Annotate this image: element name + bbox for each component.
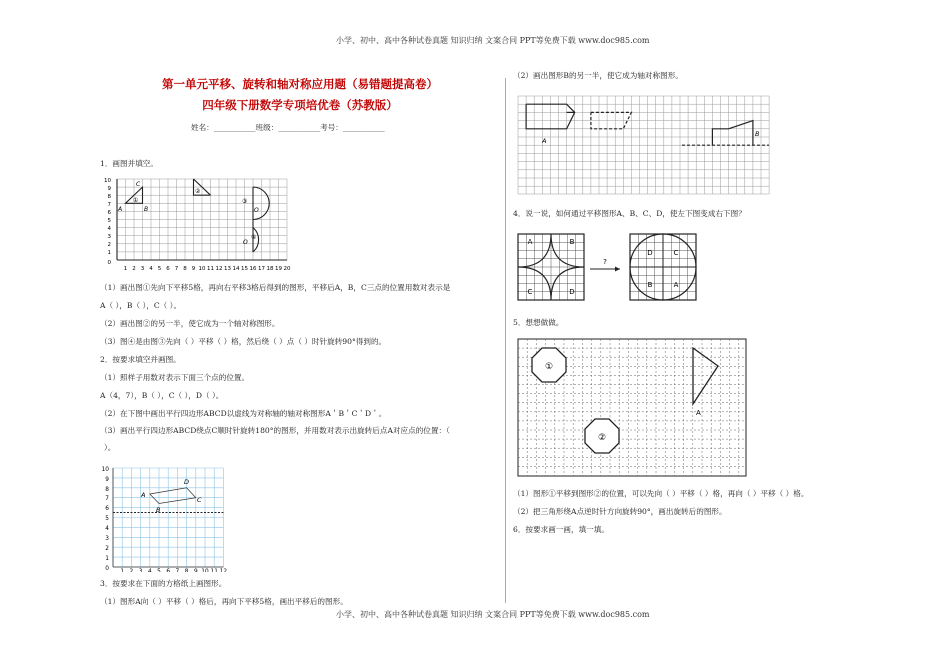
q2-y-tick: 1 — [105, 556, 109, 562]
q2-part-2: （2）在下图中画出平行四边形ABCD以虚线为对称轴的轴对称图形A＇B＇C＇D＇。 — [100, 409, 387, 418]
q2-y-tick: 10 — [101, 467, 109, 473]
q1-y-tick: 5 — [107, 218, 111, 224]
q1-x-tick: 11 — [207, 266, 214, 272]
q2-stem: 2．按要求填空并画图。 — [100, 355, 181, 364]
q2-x-tick: 7 — [175, 569, 180, 572]
q2-x-tick: 3 — [138, 569, 143, 572]
q2-part-3: （3）画出平行四边形ABCD绕点C顺时针旋转180°的图形，并用数对表示出旋转后点A对应点的位置：（ — [100, 426, 450, 435]
q4-right-label-d: D — [647, 249, 653, 257]
q2-y-tick: 6 — [105, 506, 109, 512]
q1-x-tick: 19 — [275, 266, 282, 272]
q2-part-1: （1）照样子用数对表示下面三个点的位置。 — [100, 373, 250, 382]
q4-left-label-a: A — [527, 238, 533, 246]
q2-y-tick: 9 — [105, 477, 109, 483]
q1-x-tick: 1 — [123, 266, 128, 272]
q1-shape-1-label: ① — [133, 197, 139, 204]
q1-x-tick: 14 — [232, 266, 240, 272]
q2-x-tick: 5 — [157, 569, 161, 572]
q4-arrow-label: ? — [603, 258, 607, 266]
q2-label-a: A — [141, 491, 146, 499]
q3-stem: 3．按要求在下面的方格纸上画图形。 — [100, 579, 227, 588]
q1-part-1: （1）画出图①先向下平移5格，再向右平移3格后得到的图形，平移后A，B，C三点的位置用数对表示是 — [100, 283, 451, 292]
q2-part-1-answers: A（4，7），B（ ），C（ ），D（ ）。 — [100, 391, 224, 400]
q1-x-tick: 20 — [283, 266, 291, 272]
q1-shape-4-label: ④ — [251, 234, 257, 241]
q1-x-tick: 16 — [249, 266, 257, 272]
q1-x-tick: 3 — [140, 266, 145, 272]
q3-label-a: A — [542, 137, 547, 145]
q1-x-tick: 6 — [166, 266, 170, 272]
q1-shape-3-label: ③ — [242, 198, 248, 205]
q1-y-tick: 9 — [107, 186, 111, 192]
q4-left-label-c: C — [527, 288, 533, 296]
q2-y-tick: 7 — [105, 496, 109, 502]
q1-x-tick: 5 — [157, 266, 162, 272]
q1-x-tick: 9 — [191, 266, 196, 272]
q1-point-o-upper: O — [254, 207, 259, 214]
column-divider — [505, 78, 506, 603]
q2-label-c: C — [197, 496, 202, 504]
q2-x-tick: 4 — [147, 569, 152, 572]
q1-x-tick: 4 — [149, 266, 153, 272]
q1-y-tick: 2 — [107, 242, 111, 248]
q1-x-tick: 12 — [215, 266, 223, 272]
page-header: 小学、初中、高中各种试卷真题 知识归纳 文案合同 PPT等免费下载 www.doc985.com — [336, 36, 650, 45]
q1-x-tick: 8 — [183, 266, 187, 272]
q3-part-2: （2）画出图形B的另一半，使它成为轴对称图形。 — [513, 71, 683, 80]
q1-y-tick: 8 — [107, 194, 111, 200]
q1-part-1-answers: A（ ），B（ ），C（ ）。 — [100, 301, 182, 310]
q6-stem: 6．按要求画一画，填一填。 — [513, 525, 609, 534]
q2-y-tick: 2 — [105, 546, 109, 552]
q2-label-d: D — [184, 478, 190, 486]
q5-grid-figure — [512, 335, 752, 480]
q2-x-tick: 10 — [201, 569, 209, 572]
q1-y-tick: 6 — [107, 210, 111, 216]
q1-y-tick: 10 — [104, 178, 111, 184]
q5-point-a-label: A — [696, 409, 701, 417]
q5-stem: 5．想想做做。 — [513, 318, 564, 327]
q5-octagon-1-label: ① — [544, 362, 554, 372]
q3-label-b: B — [755, 130, 760, 138]
q2-y-tick: 3 — [105, 536, 109, 542]
q1-label-b: B — [144, 206, 149, 213]
q4-left-label-d: D — [569, 288, 575, 296]
q1-x-tick: 7 — [174, 266, 179, 272]
student-info: 姓名：___________班级：___________考号：___________ — [191, 123, 385, 132]
q1-grid-figure — [100, 174, 300, 274]
q1-x-tick: 17 — [258, 266, 265, 272]
q1-stem: 1．画图并填空。 — [100, 159, 158, 168]
q3-part-1: （1）图形A向（ ）平移（ ）格后，再向下平移5格，画出平移后的图形。 — [100, 597, 348, 606]
q1-y-tick: 0 — [107, 260, 111, 266]
q1-x-tick: 2 — [132, 266, 136, 272]
q2-x-tick: 9 — [193, 569, 198, 572]
q1-y-tick: 7 — [107, 202, 111, 208]
doc-subtitle: 四年级下册数学专项培优卷（苏教版） — [202, 98, 398, 112]
q1-y-tick: 4 — [107, 226, 111, 232]
q2-x-tick: 8 — [184, 569, 189, 572]
q4-right-label-a: A — [673, 281, 679, 289]
q3-grid-figure — [512, 90, 777, 200]
q4-right-label-b: B — [647, 281, 653, 289]
q2-y-tick: 8 — [105, 487, 109, 493]
q5-part-1: （1）图形①平移到图形②的位置，可以先向（ ）平移（ ）格，再向（ ）平移（ ）格。 — [513, 489, 809, 498]
q1-label-a: A — [118, 206, 123, 213]
q4-figure — [512, 228, 712, 308]
q1-part-2: （2）画出图②的另一半，使它成为一个轴对称图形。 — [100, 319, 280, 328]
q2-x-tick: 6 — [166, 569, 171, 572]
q2-y-tick: 5 — [105, 516, 109, 522]
q1-shape-2-label: ② — [195, 188, 201, 195]
q5-part-2: （2）把三角形绕A点逆时针方向旋转90°，画出旋转后的图形。 — [513, 507, 727, 516]
q1-x-tick: 18 — [266, 266, 274, 272]
q1-y-tick: 1 — [107, 250, 111, 256]
q2-part-3-close: ）。 — [104, 443, 116, 452]
q1-x-tick: 15 — [241, 266, 248, 272]
q4-left-label-b: B — [569, 238, 575, 246]
page-footer: 小学、初中、高中各种试卷真题 知识归纳 文案合同 PPT等免费下载 www.doc985.com — [336, 610, 650, 619]
doc-title: 第一单元平移、旋转和轴对称应用题（易错题提高卷） — [162, 77, 438, 91]
q5-octagon-2-label: ② — [597, 433, 607, 443]
q2-y-tick: 4 — [105, 526, 109, 532]
q1-part-3: （3）图④是由图③先向（ ）平移（ ）格，然后绕（ ）点（ ）时针旋转90°得到的。 — [100, 337, 387, 346]
q1-label-c: C — [136, 181, 141, 188]
q4-right-label-c: C — [673, 249, 679, 257]
q2-grid-figure — [98, 462, 238, 572]
q1-point-o-lower: O — [243, 239, 248, 246]
q2-x-tick: 11 — [210, 569, 218, 572]
q2-x-tick: 1 — [120, 569, 125, 572]
q2-x-tick: 12 — [219, 569, 228, 572]
q1-x-tick: 10 — [198, 266, 206, 272]
q1-x-tick: 13 — [224, 266, 231, 272]
q4-stem: 4．说一说，如何通过平移图形A、B、C、D，使左下图变成右下图？ — [513, 209, 746, 218]
q2-y-tick: 0 — [105, 566, 109, 572]
q2-label-b: B — [156, 506, 161, 514]
q1-y-tick: 3 — [107, 234, 111, 240]
q2-x-tick: 2 — [129, 569, 134, 572]
